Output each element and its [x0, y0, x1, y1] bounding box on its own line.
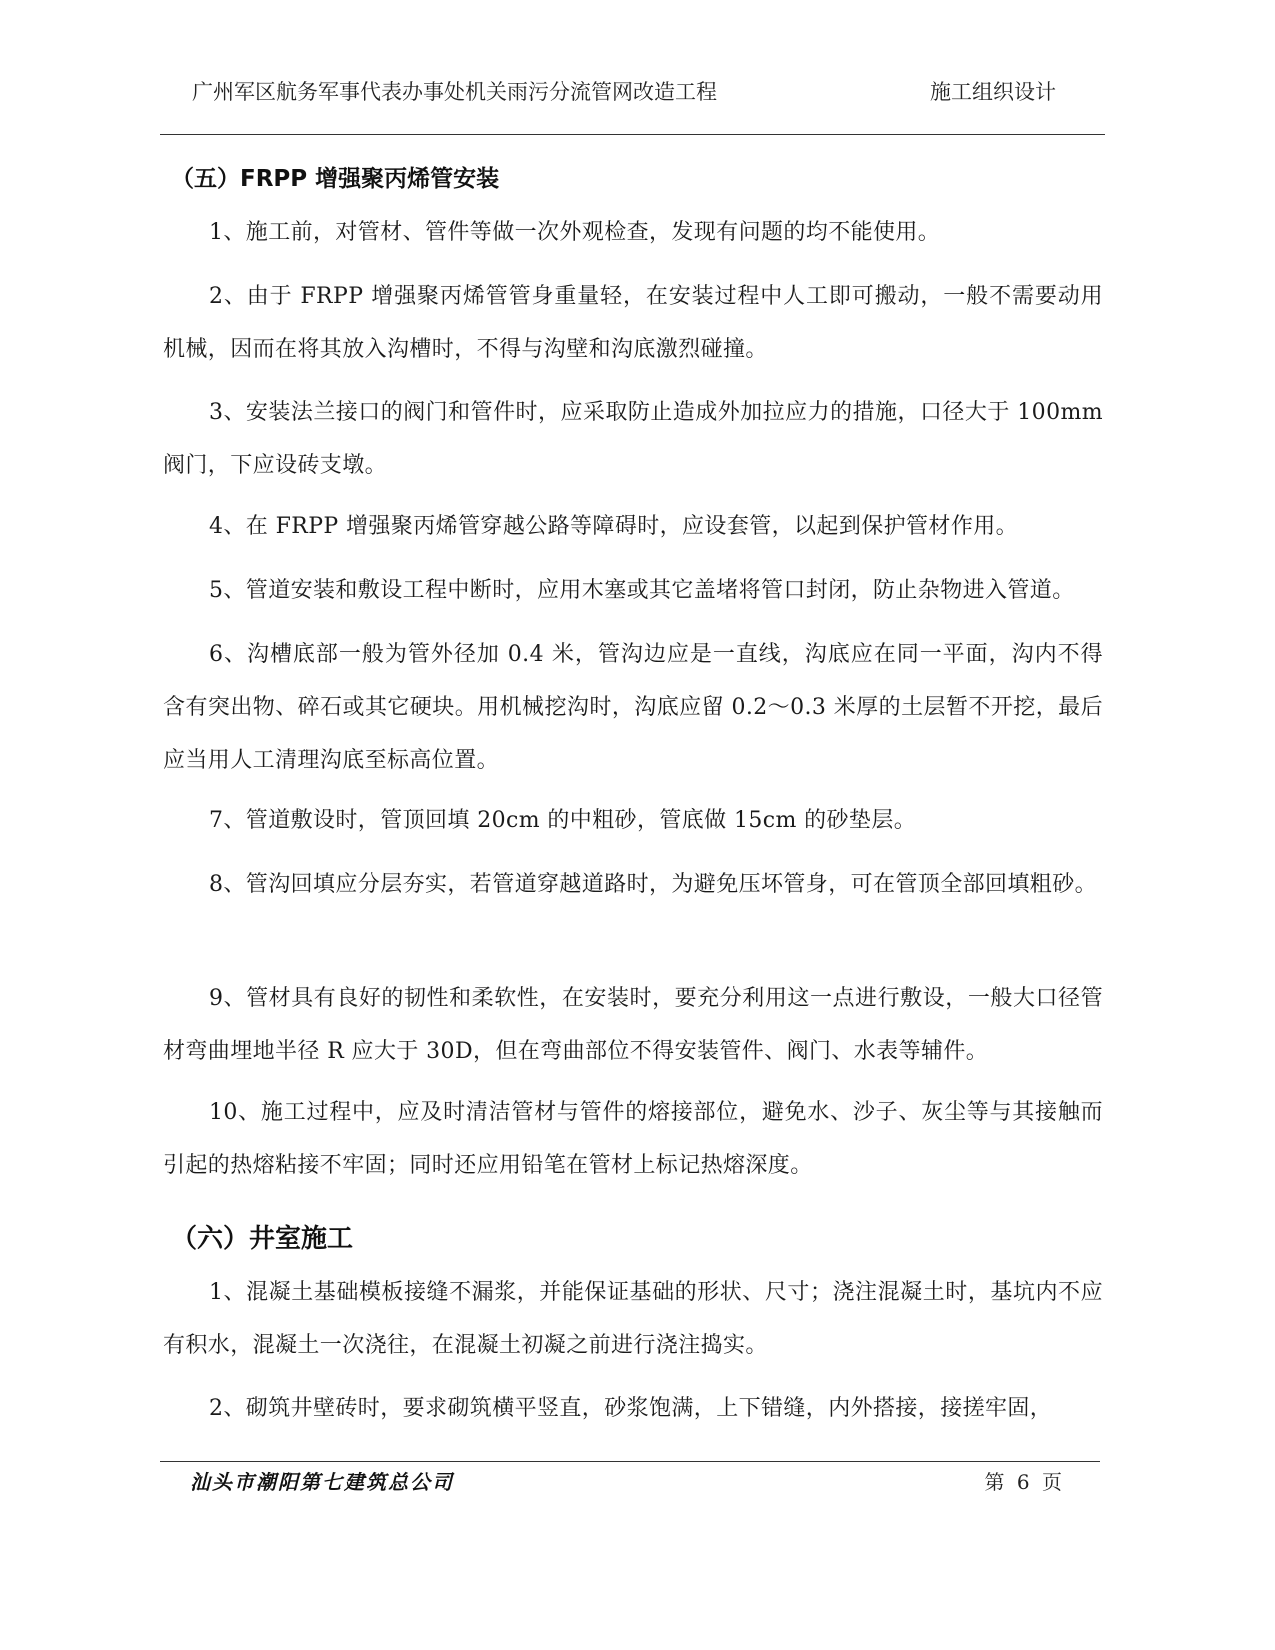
section-5-item-10: 10、施工过程中，应及时清洁管材与管件的熔接部位，避免水、沙子、灰尘等与其接触而引起的热熔粘接不牢固；同时还应用铅笔在管材上标记热熔深度。	[163, 1100, 1103, 1178]
page-header	[160, 72, 1100, 112]
section-5-item-7: 7、管道敷设时，管顶回填 20cm 的中粗砂，管底做 15cm 的砂垫层。	[209, 808, 917, 833]
section-5-item-2: 2、由于 FRPP 增强聚丙烯管管身重量轻，在安装过程中人工即可搬动，一般不需要动用机械，因而在将其放入沟槽时，不得与沟壁和沟底激烈碰撞。	[163, 284, 1103, 362]
section-5-item-1: 1、施工前，对管材、管件等做一次外观检查，发现有问题的均不能使用。	[209, 220, 941, 245]
header-project-title: 广州军区航务军事代表办事处机关雨污分流管网改造工程	[192, 80, 717, 104]
section-6-item-2: 2、砌筑井壁砖时，要求砌筑横平竖直，砂浆饱满，上下错缝，内外搭接，接搓牢固，	[209, 1396, 1053, 1421]
footer-divider	[160, 1461, 1100, 1462]
header-doc-type: 施工组织设计	[930, 80, 1056, 104]
section-5-item-6: 6、沟槽底部一般为管外径加 0.4 米，管沟边应是一直线，沟底应在同一平面，沟内不得含有突出物、碎石或其它硬块。用机械挖沟时，沟底应留 0.2～0.3 米厚的土层暂不开挖，最后应当用人工清理沟底至标高位置。	[163, 642, 1103, 773]
section-6-heading: （六）井室施工	[171, 1224, 354, 1254]
footer-company-name: 汕头市潮阳第七建筑总公司	[190, 1470, 454, 1494]
section-5-heading: （五）FRPP 增强聚丙烯管安装	[171, 166, 500, 192]
section-5-item-9: 9、管材具有良好的韧性和柔软性，在安装时，要充分利用这一点进行敷设，一般大口径管材弯曲埋地半径 R 应大于 30D，但在弯曲部位不得安装管件、阀门、水表等辅件。	[163, 986, 1103, 1064]
header-divider	[160, 134, 1105, 135]
section-5-item-8: 8、管沟回填应分层夯实，若管道穿越道路时，为避免压坏管身，可在管顶全部回填粗砂。	[209, 872, 1097, 897]
section-5-item-3: 3、安装法兰接口的阀门和管件时，应采取防止造成外加拉应力的措施，口径大于 100mm 阀门，下应设砖支墩。	[163, 400, 1103, 478]
section-6-item-1: 1、混凝土基础模板接缝不漏浆，并能保证基础的形状、尺寸；浇注混凝土时，基坑内不应有积水，混凝土一次浇往，在混凝土初凝之前进行浇注捣实。	[163, 1280, 1103, 1358]
section-5-item-5: 5、管道安装和敷设工程中断时，应用木塞或其它盖堵将管口封闭，防止杂物进入管道。	[209, 578, 1075, 603]
section-5-item-4: 4、在 FRPP 增强聚丙烯管穿越公路等障碍时，应设套管，以起到保护管材作用。	[209, 514, 1019, 539]
page-number: 第 6 页	[984, 1470, 1065, 1494]
